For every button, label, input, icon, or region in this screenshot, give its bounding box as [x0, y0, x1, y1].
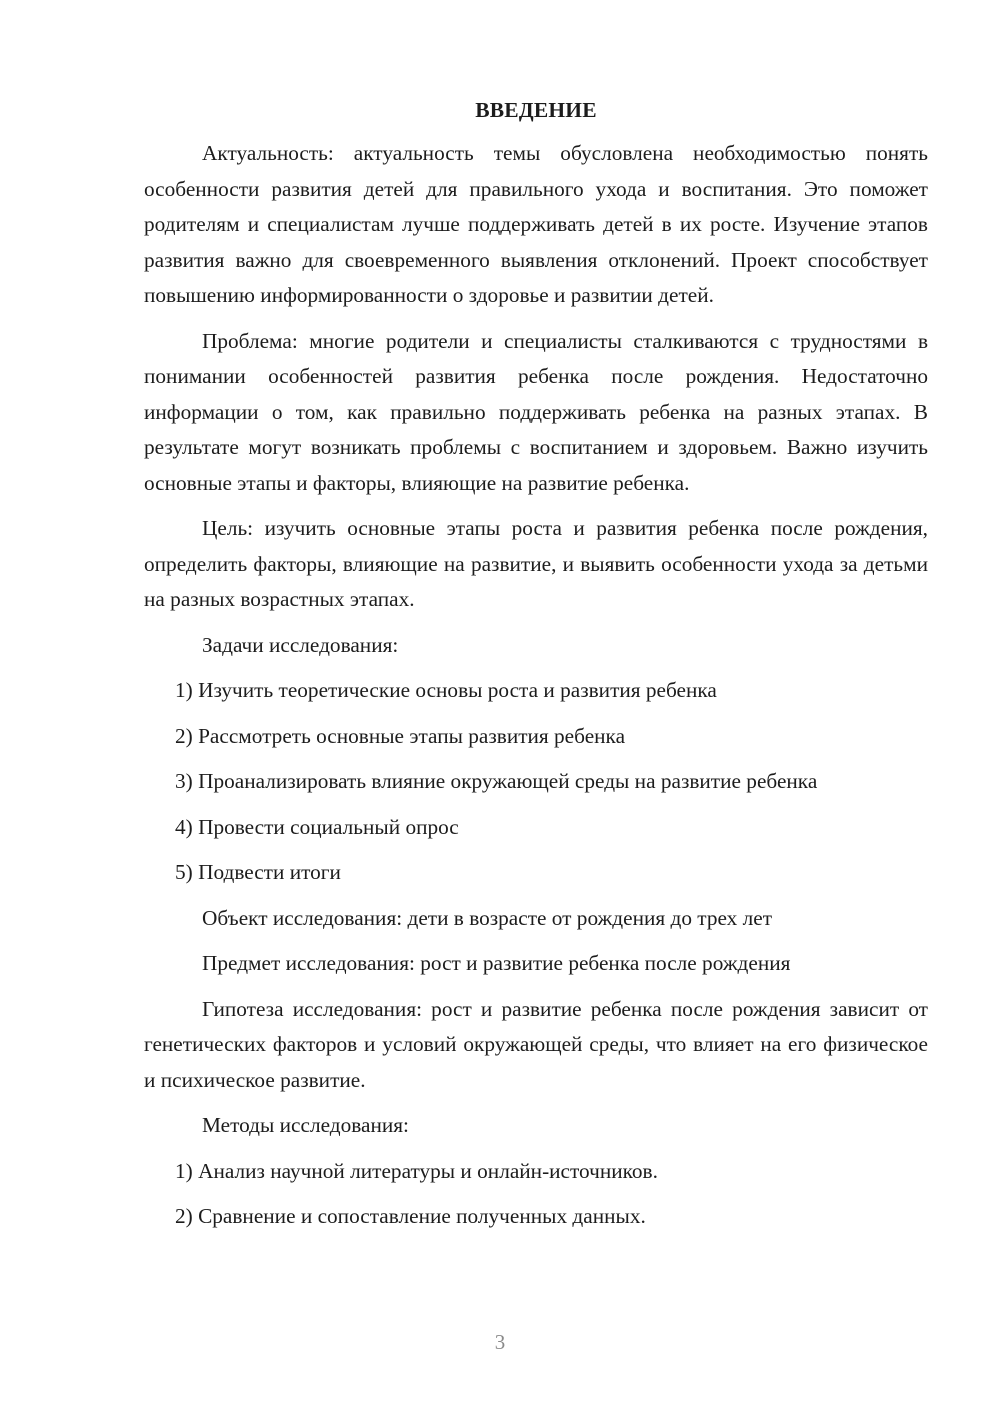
paragraph-goal: Цель: изучить основные этапы роста и развития ребенка после рождения, определить факторы, влияющие на развитие, и выявить особенности ухода за детьми на разных возрастных этапах. [144, 516, 928, 611]
method-item-2: 2) Сравнение и сопоставление полученных данных. [175, 1204, 646, 1228]
page-title: ВВЕДЕНИЕ [475, 98, 597, 122]
task-item-2: 2) Рассмотреть основные этапы развития ребенка [175, 723, 626, 748]
method-item-1: 1) Анализ научной литературы и онлайн-источников. [175, 1158, 658, 1183]
task-item-1: 1) Изучить теоретические основы роста и развития ребенка [175, 678, 717, 702]
paragraph-hypothesis: Гипотеза исследования: рост и развитие ребенка после рождения зависит от генетических факторов и условий окружающей среды, что влияет на его физическое и психическое развитие. [144, 996, 928, 1092]
task-item-4: 4) Провести социальный опрос [175, 814, 459, 839]
task-item-3: 3) Проанализировать влияние окружающей среды на развитие ребенка [175, 769, 818, 793]
methods-title: Методы исследования: [202, 1113, 409, 1137]
page-number: 3 [494, 1330, 506, 1354]
research-subject: Предмет исследования: рост и развитие ребенка после рождения [202, 951, 791, 975]
research-object: Объект исследования: дети в возрасте от рождения до трех лет [202, 905, 773, 930]
paragraph-relevance: Актуальность: актуальность темы обусловлена необходимостью понять особенности развития детей для правильного ухода и воспитания. Это поможет родителям и специалистам лучше поддерживать детей в их росте. Изучение этапов развития важно для своевременного выявления отклонений. Проект способствует повышению информированности о здоровье и развитии детей. [144, 141, 928, 307]
document-page [144, 94, 928, 1245]
task-item-5: 5) Подвести итоги [175, 860, 341, 884]
paragraph-problem: Проблема: многие родители и специалисты сталкиваются с трудностями в понимании особенностей развития ребенка после рождения. Недостаточно информации о том, как правильно поддерживать ребенка на разных этапах. В результате могут возникать проблемы с воспитанием и здоровьем. Важно изучить основные этапы и факторы, влияющие на развитие ребенка. [144, 328, 928, 495]
tasks-title: Задачи исследования: [202, 632, 399, 657]
